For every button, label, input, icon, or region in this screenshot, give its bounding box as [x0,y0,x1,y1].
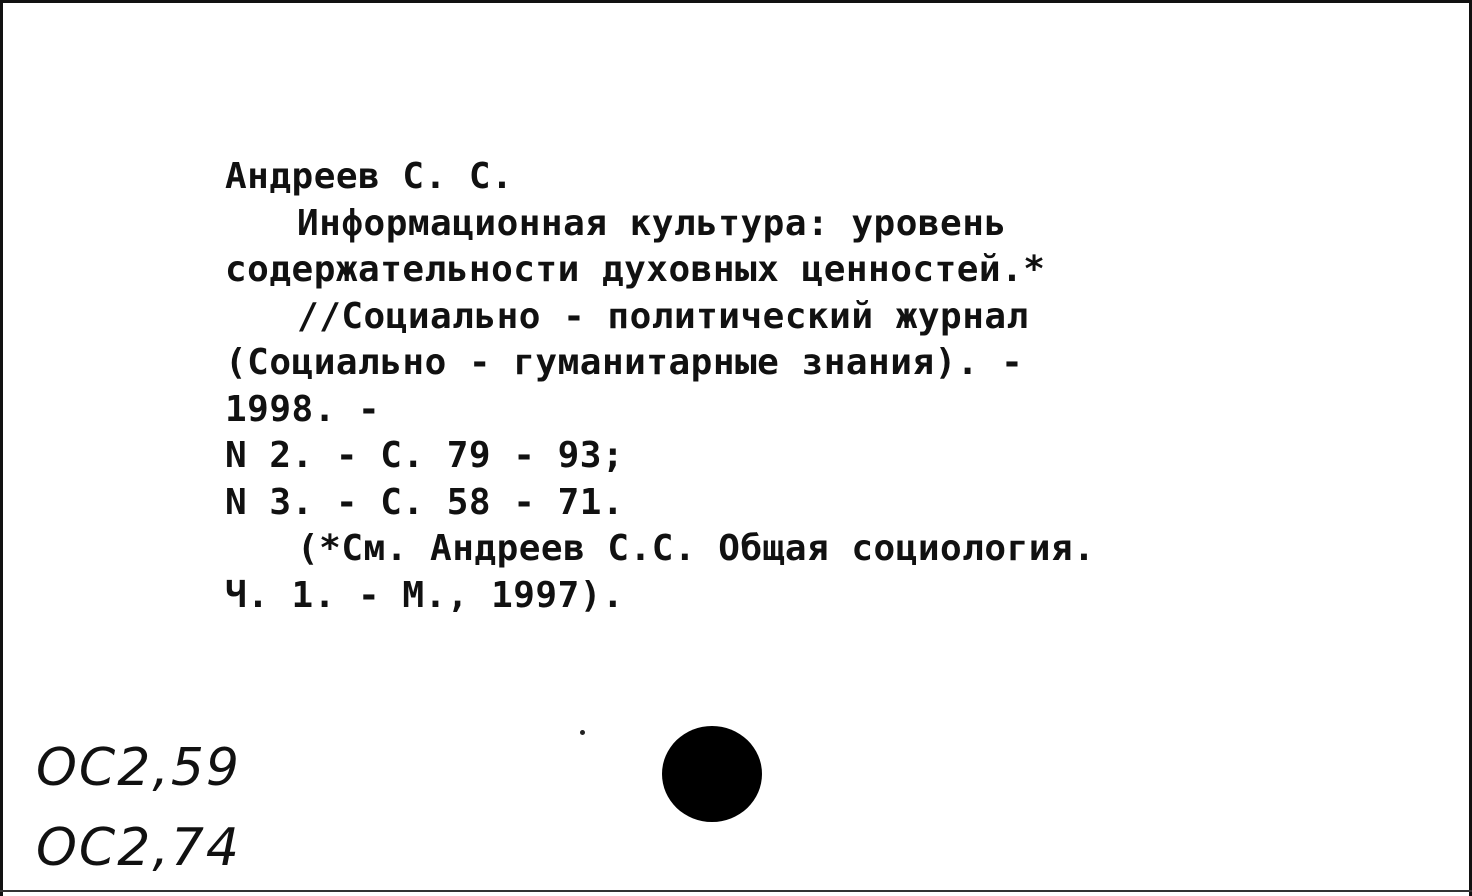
source-line-1: //Социально - политический журнал [297,295,1029,337]
issue-line-2: N 3. - С. 58 - 71. [225,481,625,523]
title-line-1: Информационная культура: уровень [297,202,1007,244]
note-line-1: (*См. Андреев С.С. Общая социология. [297,528,1096,569]
source-line-2: (Социально - гуманитарные знания). - [225,342,1024,383]
handwritten-code-2: ОС2,74 [36,818,242,878]
issue-line-1: N 2. - С. 79 - 93; [225,435,625,476]
note-line-2: Ч. 1. - М., 1997). [225,574,625,616]
author-line: Андреев С. С. [225,156,514,197]
punch-hole [662,726,762,822]
title-line-2: содержательности духовных ценностей.* [225,249,1046,290]
year-line: 1998. - [225,388,381,430]
card-border-top [0,0,1472,3]
speck-mark [580,730,585,735]
card-border-left [0,0,3,896]
bibliographic-entry [225,154,1455,619]
card-border-bottom [0,890,1472,892]
handwritten-code-1: ОС2,59 [36,738,242,798]
